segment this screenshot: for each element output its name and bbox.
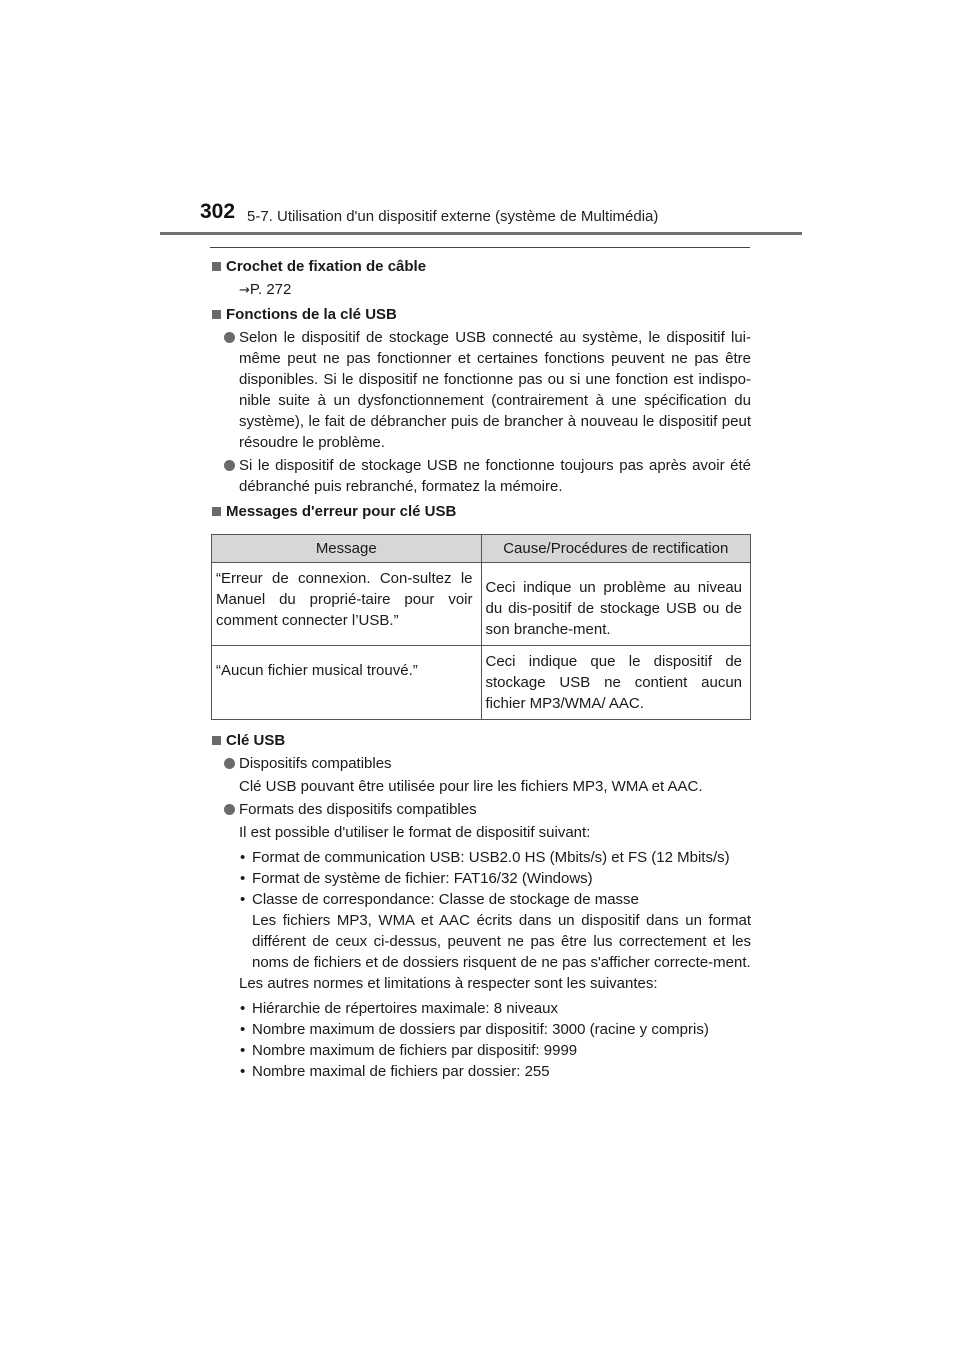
square-bullet-icon [212, 310, 221, 319]
table-cell-message: “Aucun fichier musical trouvé.” [212, 646, 482, 720]
dot-bullet: • [240, 891, 246, 908]
list-item: • Hiérarchie de répertoires maximale: 8 niveaux [240, 1000, 558, 1017]
list-item: Dispositifs compatibles [210, 753, 751, 774]
table-cell-message: “Erreur de connexion. Con-sultez le Manuel du proprié-taire pour voir comment connecter l’USB.” [212, 563, 482, 646]
table-cell-cause: Ceci indique un problème au niveau du dis-positif de stockage USB ou de son branche-ment. [481, 563, 751, 646]
list-item: • Nombre maximum de fichiers par dispositif: 9999 [240, 1042, 578, 1059]
heading-error-messages: Messages d'erreur pour clé USB [210, 501, 751, 522]
column-header-cause: Cause/Procédures de rectification [481, 535, 751, 563]
circle-bullet-icon [224, 758, 235, 769]
list-item: Formats des dispositifs compatibles [210, 799, 751, 820]
list-item: • Classe de correspondance: Classe de stockage de masse [240, 891, 639, 908]
paragraph: Clé USB pouvant être utilisée pour lire les fichiers MP3, WMA et AAC. [239, 778, 703, 795]
column-header-message: Message [212, 535, 482, 563]
running-header: 5-7. Utilisation d'un dispositif externe (système de Multimédia) [247, 208, 659, 225]
list-item: • Format de communication USB: USB2.0 HS (Mbits/s) et FS (12 Mbits/s) [240, 849, 730, 866]
dot-bullet: • [240, 870, 246, 887]
list-item: Selon le dispositif de stockage USB connecté au système, le dispositif lui-même peut ne pas fonctionner et certaines fonctions peuvent ne pas être disponibles. Si le dispositif ne fonctionne pas ou si une fonction est indispo-nible suite à un dysfonctionnement (contrairement à une spécification du système), le fait de débrancher puis de brancher à nouveau le dispositif peut résoudre le problème. [210, 327, 751, 453]
square-bullet-icon [212, 736, 221, 745]
circle-bullet-icon [224, 804, 235, 815]
circle-bullet-icon [224, 332, 235, 343]
heading-usb-functions: Fonctions de la clé USB [210, 304, 751, 325]
paragraph: Les autres normes et limitations à respecter sont les suivantes: [239, 975, 658, 992]
page-reference-text: P. 272 [249, 281, 292, 298]
format-note: Les fichiers MP3, WMA et AAC écrits dans un dispositif dans un format différent de ceux ci-dessus, peuvent ne pas être lus correctement et les noms de fichiers et de dossiers risquent de ne pas s'afficher correcte-ment. [252, 912, 751, 971]
table-row [212, 646, 751, 720]
list-item: • Format de système de fichier: FAT16/32 (Windows) [240, 870, 593, 887]
table-row [212, 563, 751, 646]
square-bullet-icon [212, 262, 221, 271]
error-messages-table [211, 534, 751, 720]
table-header-row [212, 535, 751, 563]
heading-cable-hook: Crochet de fixation de câble [210, 256, 751, 277]
paragraph: Il est possible d'utiliser le format de dispositif suivant: [239, 824, 591, 841]
dot-bullet: • [240, 1042, 246, 1059]
dot-bullet: • [240, 1000, 246, 1017]
arrow-right-icon: → [239, 283, 250, 298]
page-content [210, 256, 751, 1082]
dot-bullet: • [240, 849, 246, 866]
list-item: Si le dispositif de stockage USB ne fonctionne toujours pas après avoir été débranché puis rebranché, formatez la mémoire. [210, 455, 751, 497]
dot-bullet: • [240, 1063, 246, 1080]
header-rule [160, 232, 802, 235]
table-cell-cause: Ceci indique que le dispositif de stockage USB ne contient aucun fichier MP3/WMA/ AAC. [481, 646, 751, 720]
section-rule [210, 247, 750, 248]
list-item: • Nombre maximal de fichiers par dossier: 255 [240, 1063, 550, 1080]
heading-usb-key: Clé USB [210, 730, 751, 751]
dot-bullet: • [240, 1021, 246, 1038]
circle-bullet-icon [224, 460, 235, 471]
square-bullet-icon [212, 507, 221, 516]
list-item: • Nombre maximum de dossiers par dispositif: 3000 (racine y compris) [240, 1021, 709, 1038]
page-reference [210, 279, 751, 300]
page-number: 302 [200, 200, 236, 223]
